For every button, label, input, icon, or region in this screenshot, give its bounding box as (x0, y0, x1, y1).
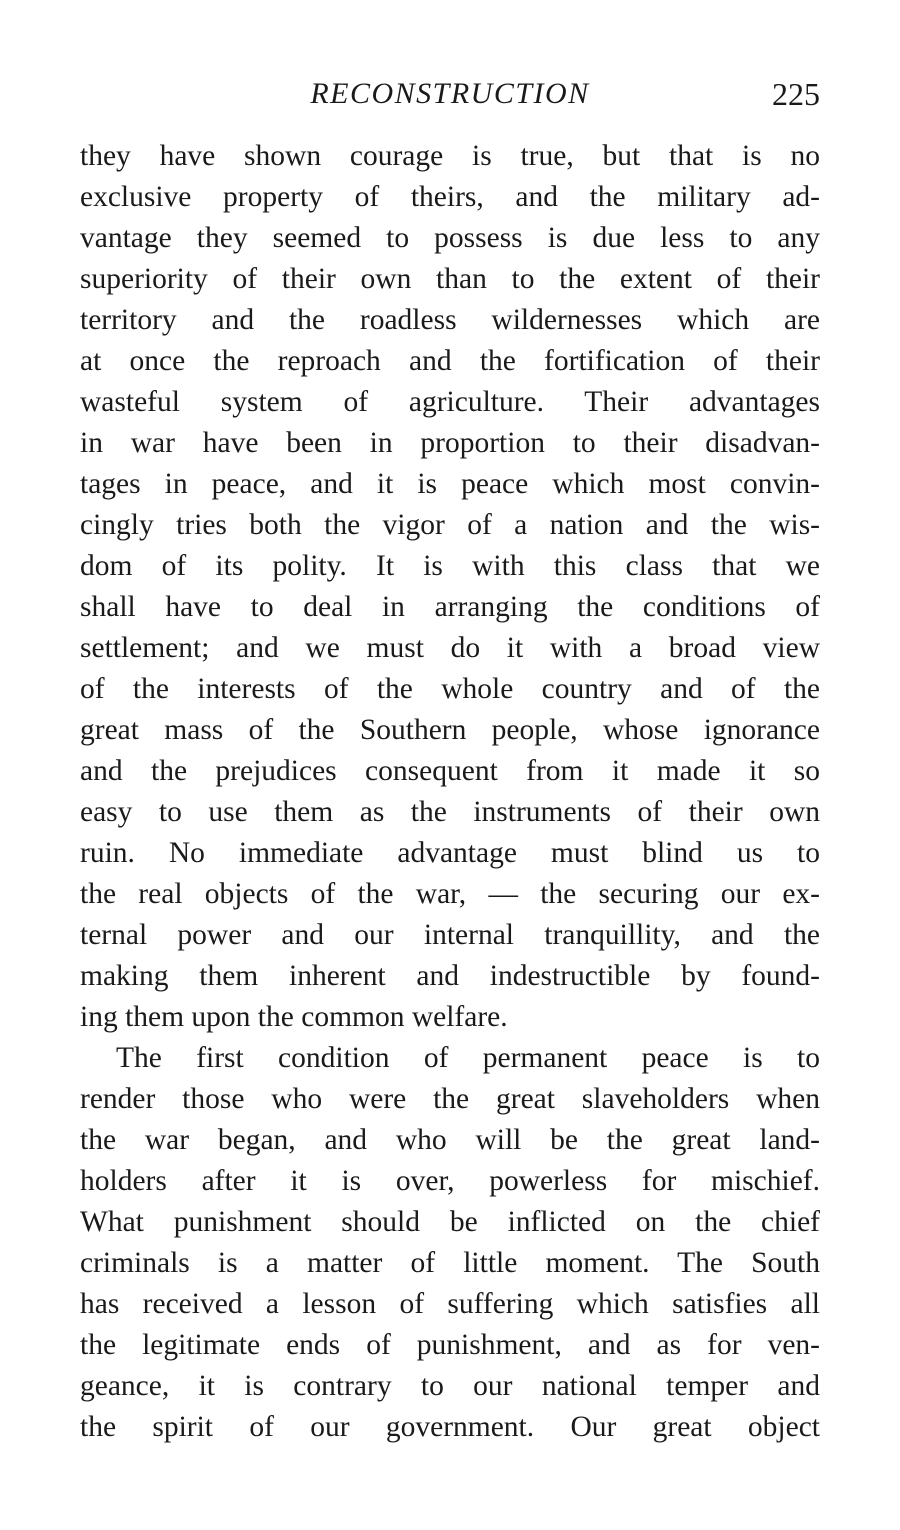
text-line: making them inherent and indestructible by found- (80, 960, 820, 992)
text-line: the real objects of the war, — the securing our ex- (80, 878, 820, 910)
text-line: holders after it is over, powerless for mischief. (80, 1165, 820, 1197)
page-number: 225 (772, 76, 820, 112)
text-line: the spirit of our government. Our great object (80, 1411, 820, 1443)
running-title: RECONSTRUCTION (310, 77, 590, 110)
running-head (80, 72, 820, 116)
text-line: and the prejudices consequent from it made it so (80, 755, 820, 787)
text-line: The first condition of permanent peace is to (116, 1042, 820, 1074)
text-line: settlement; and we must do it with a broad view (80, 632, 820, 664)
text-line: geance, it is contrary to our national temper and (80, 1370, 820, 1402)
paragraph-2 (80, 1038, 820, 1448)
text-line: cingly tries both the vigor of a nation and the wis- (80, 509, 820, 541)
text-line: superiority of their own than to the extent of their (80, 263, 820, 295)
text-line: shall have to deal in arranging the conditions of (80, 591, 820, 623)
text-line: easy to use them as the instruments of their own (80, 796, 820, 828)
body-text (80, 136, 820, 1448)
text-line: vantage they seemed to possess is due less to any (80, 222, 820, 254)
text-line: ternal power and our internal tranquillity, and the (80, 919, 820, 951)
text-line: tages in peace, and it is peace which most convin- (80, 468, 820, 500)
text-line: has received a lesson of suffering which satisfies all (80, 1288, 820, 1320)
text-line: wasteful system of agriculture. Their advantages (80, 386, 820, 418)
text-line: ruin. No immediate advantage must blind us to (80, 837, 820, 869)
text-line: criminals is a matter of little moment. The South (80, 1247, 820, 1279)
text-line: What punishment should be inflicted on the chief (80, 1206, 820, 1238)
text-line: in war have been in proportion to their disadvan- (80, 427, 820, 459)
text-line: dom of its polity. It is with this class that we (80, 550, 820, 582)
text-line: ing them upon the common welfare. (80, 1001, 508, 1033)
paragraph-1 (80, 136, 820, 1038)
text-line: of the interests of the whole country and of the (80, 673, 820, 705)
text-line: great mass of the Southern people, whose ignorance (80, 714, 820, 746)
text-line: the legitimate ends of punishment, and as for ven- (80, 1329, 820, 1361)
text-line: render those who were the great slaveholders when (80, 1083, 820, 1115)
text-line: they have shown courage is true, but that is no (80, 140, 820, 172)
text-line: territory and the roadless wildernesses which are (80, 304, 820, 336)
text-line: at once the reproach and the fortification of their (80, 345, 820, 377)
text-line: exclusive property of theirs, and the military ad- (80, 181, 820, 213)
text-line: the war began, and who will be the great land- (80, 1124, 820, 1156)
